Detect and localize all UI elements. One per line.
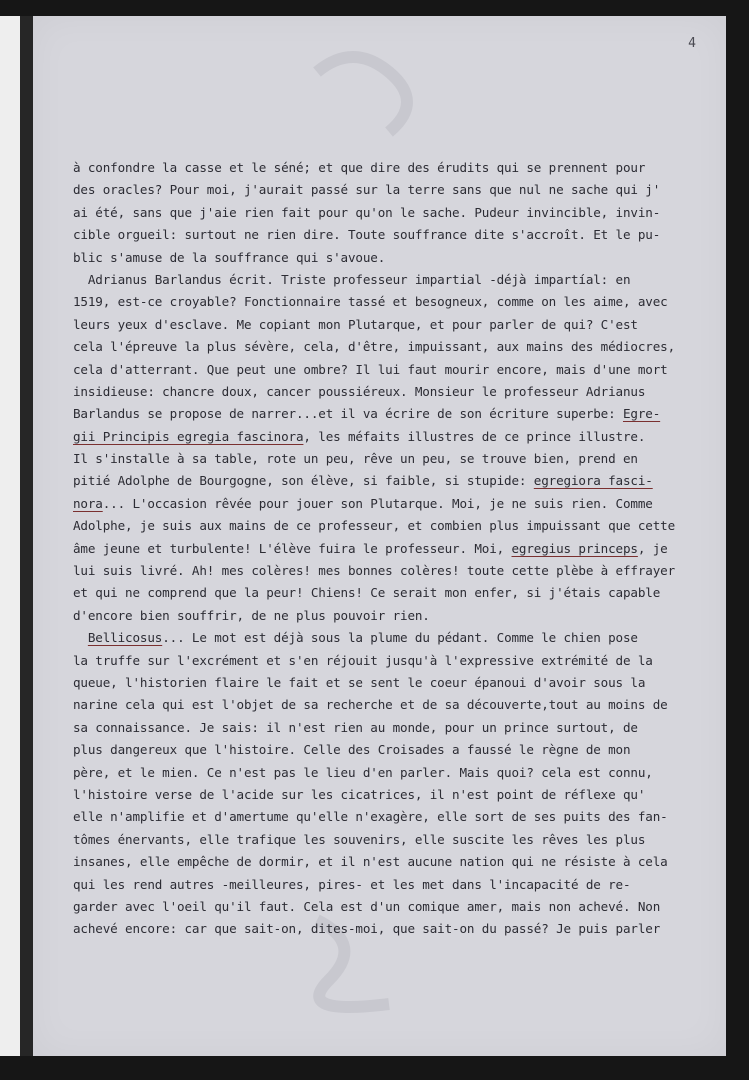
text-segment: qui les rend autres -meilleures, pires- et les met dans l'incapacité de re-: [73, 876, 631, 892]
text-segment: plus dangereux que l'histoire. Celle des Croisades a faussé le règne de mon: [73, 742, 631, 758]
text-line: [73, 291, 713, 313]
text-line: [73, 717, 713, 739]
text-segment: insidieuse: chancre doux, cancer poussiéreux. Monsieur le professeur Adrianus: [73, 383, 646, 399]
text-line: [73, 851, 713, 873]
text-segment: blic s'amuse de la souffrance qui s'avoue.: [73, 249, 386, 265]
underlined-phrase: Egre-: [622, 406, 661, 422]
text-segment: des oracles? Pour moi, j'aurait passé sur la terre sans que nul ne sache qui j': [73, 182, 661, 198]
text-line: [73, 224, 713, 246]
text-line: [73, 359, 713, 381]
text-line: [73, 627, 713, 649]
text-line: [73, 381, 713, 403]
text-line: [73, 179, 713, 201]
text-segment: père, et le mien. Ce n'est pas le lieu d'en parler. Mais quoi? cela est connu,: [73, 764, 653, 780]
text-segment: narine cela qui est l'objet de sa recherche et de sa découverte,tout au moins de: [73, 697, 668, 713]
text-segment: achevé encore: car que sait-on, dites-moi, que sait-on du passé? Je puis parler: [73, 921, 661, 937]
typewritten-page: [33, 16, 726, 1056]
text-segment: Adolphe, je suis aux mains de ce professeur, et combien plus impuissant que cette: [73, 518, 675, 534]
text-segment: l'histoire verse de l'acide sur les cicatrices, il n'est point de réflexe qu': [73, 786, 646, 802]
underlined-phrase: egregius princeps: [511, 540, 638, 556]
text-line: [73, 403, 713, 425]
page-text: [73, 157, 713, 941]
page-number: 4: [688, 36, 696, 51]
text-line: [73, 829, 713, 851]
text-line: [73, 762, 713, 784]
text-line: [73, 918, 713, 940]
text-segment: à confondre la casse et le séné; et que dire des érudits qui se prennent pour: [73, 160, 646, 175]
text-segment: , les méfaits illustres de ce prince illustre.: [303, 428, 646, 444]
text-segment: tômes énervants, elle trafique les souvenirs, elle suscite les rêves les plus: [73, 831, 646, 847]
text-line: [73, 806, 713, 828]
text-line: [73, 448, 713, 470]
text-segment: ai été, sans que j'aie rien fait pour qu'on le sache. Pudeur invincible, invin-: [73, 204, 661, 220]
underlined-phrase: gii Principis egregia fascinora: [73, 428, 304, 444]
text-segment: ... L'occasion rêvée pour jouer son Plutarque. Moi, je ne suis rien. Comme: [102, 495, 653, 511]
text-line: [73, 784, 713, 806]
scan-gap: [20, 16, 33, 1056]
text-segment: Adrianus Barlandus écrit. Triste professeur impartial -déjà impartíal: en: [73, 271, 631, 287]
text-segment: Barlandus se propose de narrer...et il va écrire de son écriture superbe:: [73, 406, 623, 422]
underlined-phrase: egregiora fasci-: [533, 473, 653, 489]
text-line: [73, 560, 713, 582]
text-segment: 1519, est-ce croyable? Fonctionnaire tassé et besogneux, comme on les aime, avec: [73, 294, 668, 310]
text-segment: âme jeune et turbulente! L'élève fuira le professeur. Moi,: [73, 540, 512, 556]
text-segment: ... Le mot est déjà sous la plume du pédant. Comme le chien pose: [162, 630, 638, 646]
adjacent-page-edge: [0, 16, 20, 1056]
text-segment: elle n'amplifie et d'amertume qu'elle n'exagère, elle sort de ses puits des fan-: [73, 809, 668, 825]
text-segment: queue, l'historien flaire le fait et se sent le coeur épanoui d'avoir sous la: [73, 674, 646, 690]
text-line: [73, 650, 713, 672]
text-line: [73, 515, 713, 537]
text-line: [73, 582, 713, 604]
text-line: [73, 896, 713, 918]
text-line: [73, 202, 713, 224]
text-segment: pitié Adolphe de Bourgogne, son élève, si faible, si stupide:: [73, 473, 534, 489]
underlined-phrase: nora: [73, 495, 103, 511]
text-segment: cible orgueil: surtout ne rien dire. Toute souffrance dite s'accroît. Et le pu-: [73, 227, 661, 243]
text-line: [73, 269, 713, 291]
watermark-mark-top: [293, 36, 413, 156]
text-segment: [73, 630, 88, 645]
text-segment: Il s'installe à sa table, rote un peu, rêve un peu, se trouve bien, prend en: [73, 451, 638, 467]
text-line: [73, 157, 713, 179]
text-segment: la truffe sur l'excrément et s'en réjouit jusqu'à l'expressive extrémité de la: [73, 652, 653, 668]
text-line: [73, 672, 713, 694]
underlined-phrase: Bellicosus: [87, 630, 163, 646]
text-line: [73, 247, 713, 269]
text-line: [73, 314, 713, 336]
text-line: [73, 694, 713, 716]
text-segment: lui suis livré. Ah! mes colères! mes bonnes colères! toute cette plèbe à effrayer: [73, 563, 675, 579]
text-line: [73, 605, 713, 627]
text-line: [73, 739, 713, 761]
text-segment: , je: [637, 540, 668, 556]
text-segment: et qui ne comprend que la peur! Chiens! Ce serait mon enfer, si j'étais capable: [73, 585, 661, 601]
text-segment: garder avec l'oeil qu'il faut. Cela est d'un comique amer, mais non achevé. Non: [73, 898, 661, 914]
text-segment: leurs yeux d'esclave. Me copiant mon Plutarque, et pour parler de qui? C'est: [73, 316, 638, 332]
text-segment: insanes, elle empêche de dormir, et il n'est aucune nation qui ne résiste à cela: [73, 854, 668, 870]
text-line: [73, 470, 713, 492]
text-segment: cela l'épreuve la plus sévère, cela, d'être, impuissant, aux mains des médiocres,: [73, 339, 675, 355]
text-segment: d'encore bien souffrir, de ne plus pouvoir rien.: [73, 607, 430, 623]
text-line: [73, 426, 713, 448]
text-line: [73, 874, 713, 896]
text-line: [73, 538, 713, 560]
text-line: [73, 493, 713, 515]
text-segment: sa connaissance. Je sais: il n'est rien au monde, pour un prince surtout, de: [73, 719, 638, 735]
text-segment: cela d'atterrant. Que peut une ombre? Il lui faut mourir encore, mais d'une mort: [73, 361, 668, 377]
text-line: [73, 336, 713, 358]
